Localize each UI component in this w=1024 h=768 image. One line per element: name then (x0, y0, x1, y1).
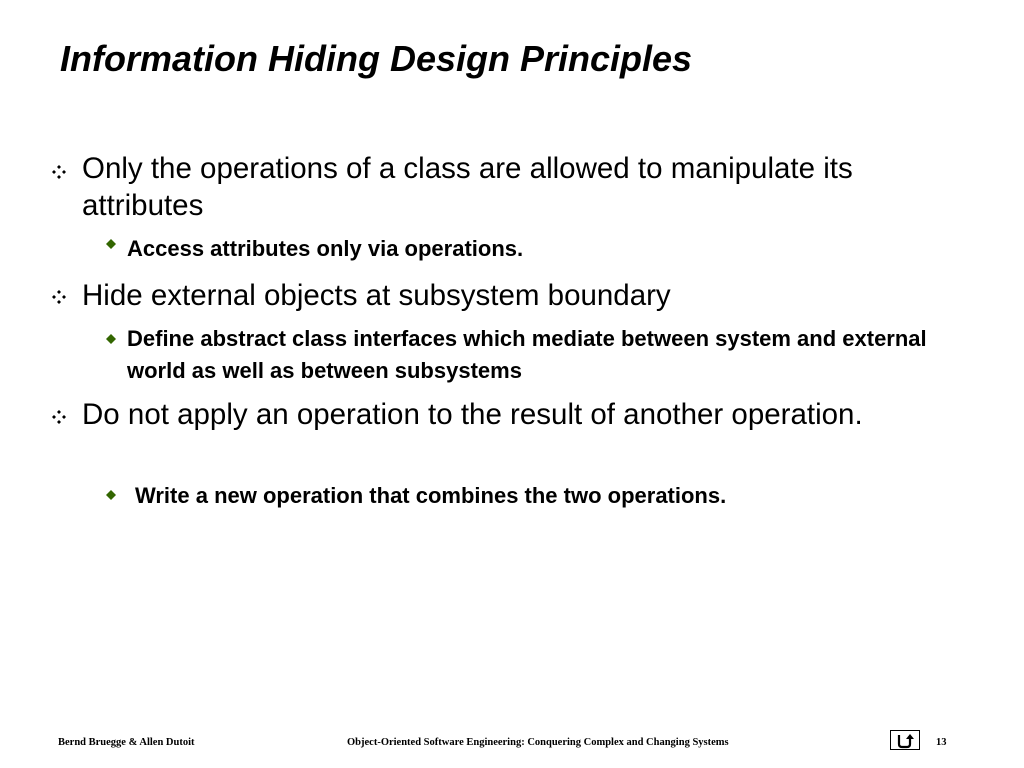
sub-bullet-text: Define abstract class interfaces which mediate between system and external world as well as between subsystems (127, 326, 927, 383)
bullet-text: Do not apply an operation to the result of another operation. (82, 398, 863, 431)
return-button[interactable] (890, 730, 920, 750)
four-diamond-bullet-icon (52, 290, 66, 304)
sub-bullet-text: Write a new operation that combines the two operations. (135, 483, 727, 508)
slide-title: Information Hiding Design Principles (60, 38, 693, 79)
four-diamond-bullet-icon (52, 410, 66, 424)
sub-bullet-text: Access attributes only via operations. (127, 236, 524, 261)
page-number: 13 (936, 737, 947, 748)
diamond-bullet-icon (106, 490, 116, 500)
diamond-bullet-icon (106, 334, 116, 344)
footer-authors: Bernd Bruegge & Allen Dutoit (58, 737, 195, 748)
return-arrow-icon (891, 731, 919, 749)
footer-book-title: Object-Oriented Software Engineering: Conquering Complex and Changing Systems (347, 737, 729, 748)
bullet-text: Only the operations of a class are allowed to manipulate its attributes (82, 152, 853, 222)
diamond-bullet-icon (106, 239, 116, 249)
four-diamond-bullet-icon (52, 165, 66, 179)
bullet-text: Hide external objects at subsystem boundary (82, 279, 671, 312)
